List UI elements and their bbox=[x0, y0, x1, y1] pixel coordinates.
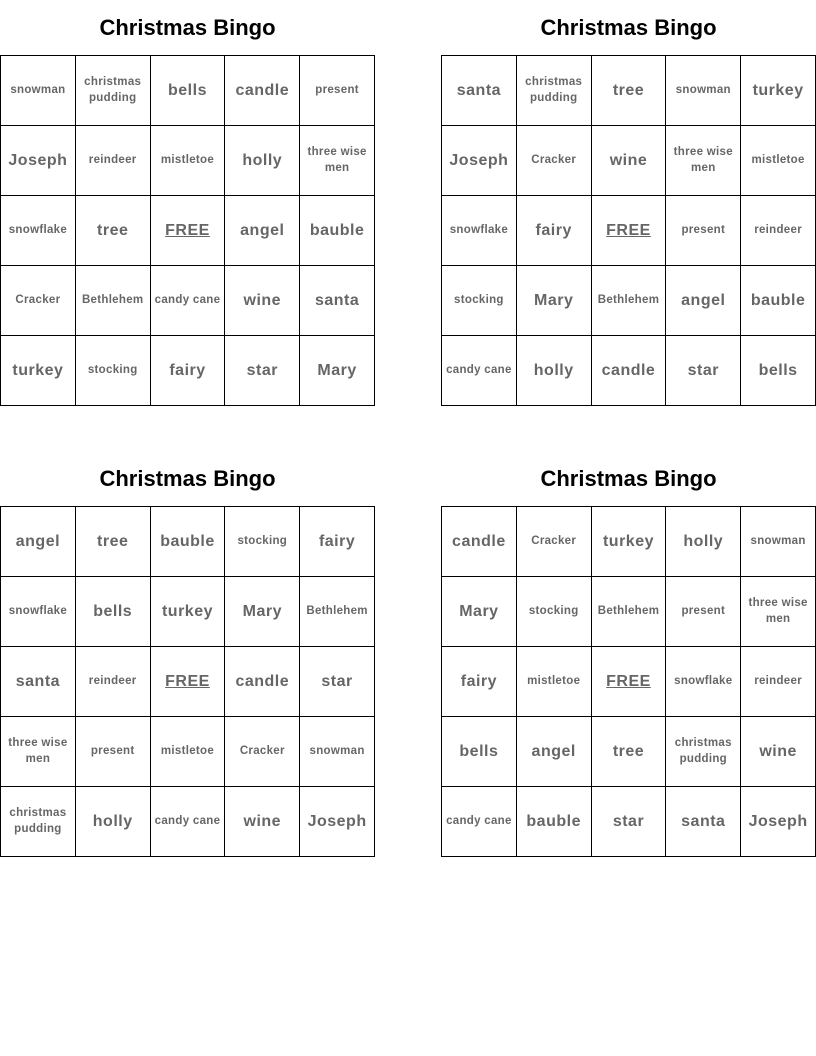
bingo-cell-label: candy cane bbox=[446, 814, 512, 827]
bingo-cell bbox=[76, 336, 151, 406]
bingo-cell-label: candy cane bbox=[154, 293, 221, 306]
bingo-cell bbox=[517, 336, 592, 406]
bingo-cell bbox=[76, 647, 151, 717]
bingo-cell bbox=[1, 126, 76, 196]
bingo-cell bbox=[517, 717, 592, 787]
bingo-cell-label: fairy bbox=[535, 221, 572, 239]
bingo-cell bbox=[151, 56, 226, 126]
bingo-cell bbox=[300, 266, 375, 336]
bingo-cell bbox=[666, 196, 741, 266]
bingo-cell bbox=[741, 717, 816, 787]
bingo-cell bbox=[442, 787, 517, 857]
bingo-cell-label: fairy bbox=[169, 361, 206, 379]
bingo-cell bbox=[741, 266, 816, 336]
bingo-cell-label: fairy bbox=[460, 672, 498, 690]
card-title: Christmas Bingo bbox=[540, 15, 717, 40]
bingo-cell-label: bauble bbox=[526, 812, 581, 830]
bingo-cell bbox=[592, 336, 667, 406]
bingo-cell-label: Joseph bbox=[307, 812, 367, 830]
bingo-cell-label: candle bbox=[601, 361, 656, 379]
bingo-cell-label: present bbox=[90, 744, 135, 757]
bingo-cell-label: santa bbox=[15, 672, 61, 690]
bingo-cell-label: santa bbox=[314, 291, 360, 309]
bingo-cell-label: snowflake bbox=[449, 223, 509, 236]
bingo-cell bbox=[666, 577, 741, 647]
bingo-cell-label: turkey bbox=[12, 361, 64, 379]
bingo-cell bbox=[442, 717, 517, 787]
bingo-cell-label: stocking bbox=[87, 363, 138, 376]
bingo-cell-label: holly bbox=[533, 361, 574, 379]
bingo-cell bbox=[592, 126, 667, 196]
bingo-cell bbox=[300, 577, 375, 647]
bingo-cell bbox=[442, 266, 517, 336]
card-title: Christmas Bingo bbox=[99, 466, 276, 491]
bingo-cell-label: three wise men bbox=[748, 596, 808, 625]
bingo-grid bbox=[0, 506, 375, 857]
bingo-cell-label: candle bbox=[235, 81, 290, 99]
bingo-cell-label: Bethlehem bbox=[597, 604, 660, 617]
bingo-cell bbox=[300, 787, 375, 857]
bingo-cell-label: Bethlehem bbox=[306, 604, 368, 617]
bingo-cell bbox=[666, 126, 741, 196]
bingo-cell bbox=[225, 266, 300, 336]
bingo-cell bbox=[225, 126, 300, 196]
bingo-cell-label: FREE bbox=[165, 672, 210, 690]
bingo-cell-label: mistletoe bbox=[160, 153, 215, 166]
bingo-cell bbox=[1, 336, 76, 406]
bingo-cell bbox=[741, 56, 816, 126]
bingo-cell bbox=[666, 787, 741, 857]
bingo-cell-label: Joseph bbox=[449, 151, 509, 169]
bingo-cell bbox=[592, 266, 667, 336]
bingo-grid bbox=[441, 506, 816, 857]
bingo-cell bbox=[741, 336, 816, 406]
bingo-cell bbox=[76, 196, 151, 266]
bingo-cell bbox=[666, 507, 741, 577]
bingo-cell bbox=[741, 577, 816, 647]
bingo-cell bbox=[225, 577, 300, 647]
bingo-cell-label: Cracker bbox=[15, 293, 61, 306]
bingo-cell-label: snowman bbox=[10, 83, 66, 96]
bingo-cell-label: angel bbox=[15, 532, 61, 550]
bingo-cell bbox=[666, 647, 741, 717]
bingo-cell-label: stocking bbox=[528, 604, 579, 617]
bingo-cell bbox=[517, 126, 592, 196]
bingo-cell-label: christmas pudding bbox=[84, 75, 142, 104]
bingo-cell bbox=[517, 56, 592, 126]
bingo-cell-label: candle bbox=[452, 532, 506, 550]
bingo-cell-label: reindeer bbox=[88, 674, 137, 687]
bingo-cell bbox=[300, 196, 375, 266]
bingo-cell bbox=[666, 266, 741, 336]
bingo-cell bbox=[592, 577, 667, 647]
bingo-cell-label: reindeer bbox=[754, 223, 802, 236]
bingo-cell-label: present bbox=[681, 604, 726, 617]
bingo-cell bbox=[1, 266, 76, 336]
bingo-cell-label: bells bbox=[758, 361, 798, 379]
bingo-cell-label: stocking bbox=[454, 293, 504, 306]
bingo-cell-label: reindeer bbox=[88, 153, 137, 166]
bingo-cell bbox=[151, 577, 226, 647]
bingo-cell-label: stocking bbox=[237, 534, 288, 547]
bingo-cell bbox=[1, 717, 76, 787]
bingo-cell bbox=[517, 647, 592, 717]
bingo-cell-label: FREE bbox=[165, 221, 210, 239]
bingo-cell-label: angel bbox=[531, 742, 576, 760]
bingo-cell-label: wine bbox=[243, 291, 282, 309]
bingo-cell-label: mistletoe bbox=[160, 744, 215, 757]
bingo-cell bbox=[151, 787, 226, 857]
bingo-cell-label: snowflake bbox=[8, 604, 68, 617]
bingo-cell bbox=[592, 787, 667, 857]
bingo-cell-label: Mary bbox=[317, 361, 357, 379]
bingo-cell bbox=[225, 336, 300, 406]
bingo-cell bbox=[517, 577, 592, 647]
bingo-cell bbox=[741, 126, 816, 196]
bingo-grid bbox=[0, 55, 375, 406]
free-space-cell bbox=[151, 647, 226, 717]
bingo-card-1 bbox=[0, 12, 375, 379]
bingo-cell-label: Joseph bbox=[748, 812, 808, 830]
bingo-cell-label: turkey bbox=[752, 81, 804, 99]
free-space-cell bbox=[592, 647, 667, 717]
bingo-cell bbox=[442, 336, 517, 406]
bingo-cell bbox=[666, 56, 741, 126]
bingo-cell-label: star bbox=[246, 361, 278, 379]
bingo-cell-label: candy cane bbox=[154, 814, 221, 827]
bingo-cell bbox=[1, 787, 76, 857]
bingo-cell bbox=[151, 717, 226, 787]
bingo-cell-label: angel bbox=[240, 221, 285, 239]
bingo-card-4 bbox=[441, 463, 816, 830]
bingo-cell bbox=[76, 266, 151, 336]
bingo-cell bbox=[1, 196, 76, 266]
bingo-cell-label: bauble bbox=[750, 291, 806, 309]
bingo-cell-label: angel bbox=[681, 291, 726, 309]
bingo-cell bbox=[225, 647, 300, 717]
bingo-cell-label: tree bbox=[97, 221, 129, 239]
bingo-cell bbox=[517, 196, 592, 266]
bingo-cell bbox=[300, 717, 375, 787]
bingo-cell bbox=[76, 126, 151, 196]
bingo-cell-label: Bethlehem bbox=[597, 293, 660, 306]
bingo-cell-label: Mary bbox=[459, 602, 499, 620]
bingo-cell bbox=[1, 577, 76, 647]
bingo-cell bbox=[1, 647, 76, 717]
bingo-cell-label: present bbox=[681, 223, 726, 236]
bingo-cell-label: christmas pudding bbox=[674, 736, 732, 765]
card-title: Christmas Bingo bbox=[540, 466, 717, 491]
bingo-cell-label: turkey bbox=[602, 532, 654, 550]
bingo-grid bbox=[441, 55, 816, 406]
bingo-cell bbox=[741, 507, 816, 577]
bingo-cell-label: candy cane bbox=[446, 363, 512, 376]
bingo-cell bbox=[300, 647, 375, 717]
bingo-cell-label: santa bbox=[456, 81, 502, 99]
bingo-cell bbox=[76, 507, 151, 577]
bingo-cell-label: star bbox=[321, 672, 353, 690]
bingo-cell-label: tree bbox=[97, 532, 129, 550]
bingo-cell-label: holly bbox=[242, 151, 283, 169]
bingo-cell-label: bells bbox=[93, 602, 133, 620]
bingo-cell-label: santa bbox=[681, 812, 726, 830]
bingo-cell bbox=[442, 507, 517, 577]
bingo-cell bbox=[225, 56, 300, 126]
card-title: Christmas Bingo bbox=[99, 15, 276, 40]
bingo-cell bbox=[151, 126, 226, 196]
free-space-cell bbox=[151, 196, 226, 266]
bingo-cell-label: holly bbox=[683, 532, 724, 550]
bingo-cell-label: star bbox=[687, 361, 719, 379]
bingo-cell-label: three wise men bbox=[8, 736, 68, 765]
bingo-cell-label: Mary bbox=[534, 291, 574, 309]
bingo-cell bbox=[300, 336, 375, 406]
bingo-cell-label: Cracker bbox=[531, 153, 577, 166]
bingo-cell-label: snowman bbox=[675, 83, 731, 96]
bingo-cell-label: candle bbox=[235, 672, 290, 690]
bingo-cell-label: fairy bbox=[318, 532, 356, 550]
bingo-cell bbox=[151, 266, 226, 336]
bingo-cell-label: wine bbox=[609, 151, 648, 169]
bingo-cell-label: Joseph bbox=[8, 151, 68, 169]
bingo-cell bbox=[517, 787, 592, 857]
bingo-cell-label: Bethlehem bbox=[81, 293, 144, 306]
bingo-cell bbox=[517, 266, 592, 336]
bingo-cell bbox=[300, 507, 375, 577]
bingo-cell bbox=[225, 196, 300, 266]
bingo-cell bbox=[592, 717, 667, 787]
bingo-cell-label: snowflake bbox=[674, 674, 733, 687]
bingo-cell bbox=[300, 56, 375, 126]
bingo-cell bbox=[592, 507, 667, 577]
bingo-cell bbox=[225, 507, 300, 577]
bingo-cell-label: holly bbox=[92, 812, 133, 830]
bingo-cell-label: wine bbox=[759, 742, 797, 760]
bingo-cell-label: bells bbox=[168, 81, 207, 99]
bingo-cell-label: bauble bbox=[309, 221, 365, 239]
bingo-cell bbox=[76, 577, 151, 647]
bingo-cell bbox=[666, 336, 741, 406]
bingo-cell-label: three wise men bbox=[673, 145, 733, 174]
bingo-cell bbox=[741, 647, 816, 717]
bingo-cell bbox=[1, 507, 76, 577]
bingo-cell bbox=[76, 56, 151, 126]
bingo-cell bbox=[151, 336, 226, 406]
bingo-cell bbox=[442, 126, 517, 196]
bingo-cell-label: bells bbox=[459, 742, 499, 760]
bingo-cell-label: Cracker bbox=[239, 744, 285, 757]
bingo-cell-label: bauble bbox=[160, 532, 215, 550]
bingo-cell bbox=[151, 507, 226, 577]
bingo-card-3 bbox=[0, 463, 375, 835]
bingo-cell-label: star bbox=[612, 812, 645, 830]
bingo-cell-label: reindeer bbox=[754, 674, 802, 687]
bingo-cell bbox=[76, 717, 151, 787]
bingo-cell-label: mistletoe bbox=[751, 153, 805, 166]
bingo-cell-label: FREE bbox=[606, 221, 651, 239]
bingo-cell bbox=[741, 196, 816, 266]
bingo-cell bbox=[666, 717, 741, 787]
bingo-cell bbox=[442, 56, 517, 126]
bingo-cell bbox=[442, 577, 517, 647]
bingo-cell bbox=[300, 126, 375, 196]
bingo-cell bbox=[76, 787, 151, 857]
bingo-cell-label: snowman bbox=[750, 534, 806, 547]
bingo-cell bbox=[517, 507, 592, 577]
bingo-cell-label: mistletoe bbox=[527, 674, 581, 687]
bingo-cell bbox=[592, 56, 667, 126]
bingo-cell-label: turkey bbox=[161, 602, 213, 620]
bingo-cell bbox=[1, 56, 76, 126]
bingo-cell bbox=[225, 717, 300, 787]
bingo-cell-label: tree bbox=[612, 742, 645, 760]
bingo-cell-label: snowman bbox=[309, 744, 365, 757]
bingo-cell-label: three wise men bbox=[307, 145, 367, 174]
bingo-cell bbox=[741, 787, 816, 857]
bingo-cell bbox=[225, 787, 300, 857]
free-space-cell bbox=[592, 196, 667, 266]
bingo-cell-label: wine bbox=[243, 812, 282, 830]
bingo-cell bbox=[442, 647, 517, 717]
bingo-cell-label: FREE bbox=[606, 672, 651, 690]
bingo-cell-label: snowflake bbox=[8, 223, 68, 236]
bingo-cell-label: christmas pudding bbox=[525, 75, 583, 104]
bingo-cell bbox=[442, 196, 517, 266]
bingo-cell-label: tree bbox=[612, 81, 645, 99]
bingo-cell-label: Cracker bbox=[531, 534, 577, 547]
bingo-card-2 bbox=[441, 12, 816, 379]
bingo-cell-label: Mary bbox=[242, 602, 282, 620]
bingo-cell-label: christmas pudding bbox=[9, 806, 67, 835]
bingo-cell-label: present bbox=[315, 83, 359, 96]
